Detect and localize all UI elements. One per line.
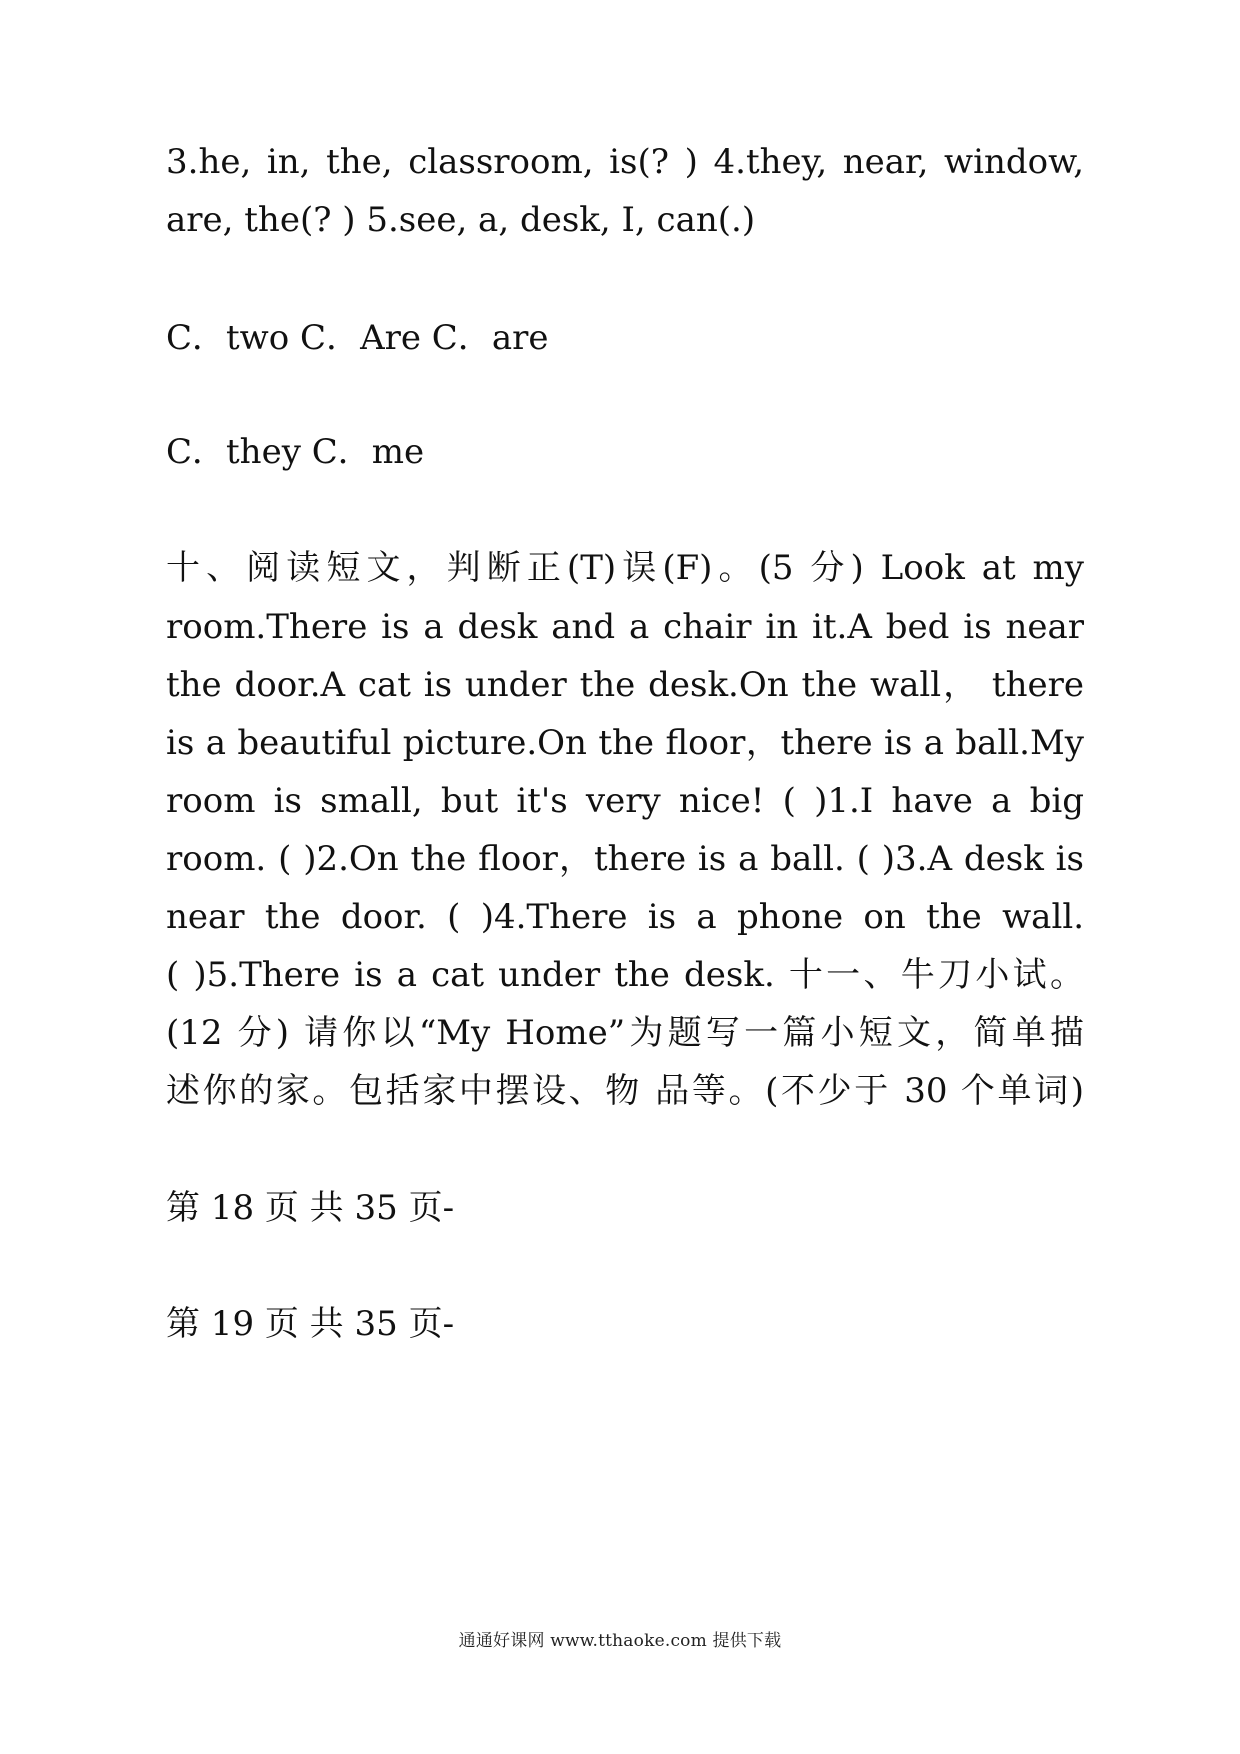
reading-line-5: room is small, but it's very nice! ( )1.I have a big bbox=[166, 781, 1084, 821]
reading-line-7: near the door. ( )4.There is a phone on the wall. bbox=[166, 897, 1084, 937]
download-footer: 通通好课网 www.tthaoke.com 提供下载 bbox=[458, 1631, 782, 1651]
page-number-18: 第 18 页 共 35 页- bbox=[166, 1188, 455, 1228]
writing-task-line-1: (12 分) 请你以“My Home”为题写一篇小短文，简单描 bbox=[166, 1013, 1084, 1053]
reading-line-2: room.There is a desk and a chair in it.A bed is near bbox=[166, 607, 1084, 647]
reading-line-4: is a beautiful picture.On the floor，there is a ball.My bbox=[166, 723, 1084, 763]
reading-line-8: ( )5.There is a cat under the desk. 十一、牛刀小试。 bbox=[166, 955, 1084, 995]
page-number-19: 第 19 页 共 35 页- bbox=[166, 1304, 455, 1344]
text-line-2: are, the(? ) 5.see, a, desk, I, can(.) bbox=[166, 200, 756, 240]
option-line-2: C．they C．me bbox=[166, 432, 425, 472]
option-line-1: C．two C．Are C．are bbox=[166, 318, 549, 358]
text-line-1: 3.he, in, the, classroom, is(? ) 4.they, near, window, bbox=[166, 142, 1084, 182]
writing-task-line-2: 述你的家。包括家中摆设、物 品等。(不少于 30 个单词) bbox=[166, 1071, 1084, 1111]
reading-line-3: the door.A cat is under the desk.On the wall， there bbox=[166, 665, 1084, 705]
reading-line-6: room. ( )2.On the floor，there is a ball. ( )3.A desk is bbox=[166, 839, 1084, 879]
reading-heading-line: 十、阅读短文，判断正(T)误(F)。(5 分) Look at my bbox=[166, 548, 1084, 588]
